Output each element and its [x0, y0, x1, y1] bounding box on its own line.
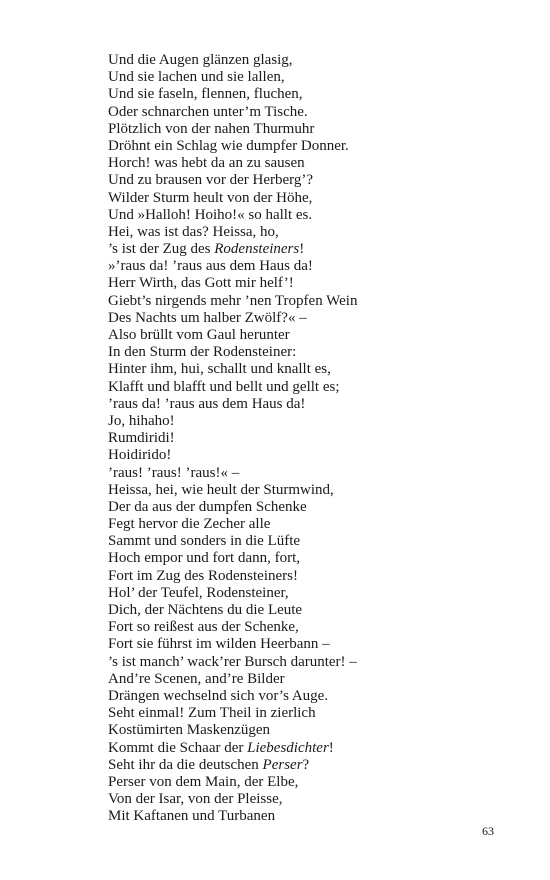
- poem-line: [108, 447, 528, 464]
- poem-line-emphasis: Perser: [262, 756, 303, 773]
- poem-line-text: »’raus da! ’raus aus dem Haus da!: [108, 258, 313, 275]
- poem-text: [108, 52, 528, 825]
- poem-line: [108, 121, 528, 138]
- poem-line: [108, 190, 528, 207]
- poem-line: [108, 104, 528, 121]
- poem-line-emphasis: Liebesdichter: [247, 739, 329, 756]
- poem-line: [108, 465, 528, 482]
- poem-line-text: Von der Isar, von der Pleisse,: [108, 791, 283, 808]
- poem-line-text: Heissa, hei, wie heult der Sturmwind,: [108, 481, 334, 498]
- poem-line-text: Herr Wirth, das Gott mir helf’!: [108, 275, 294, 292]
- poem-line: [108, 808, 528, 825]
- poem-line-text: Jo, hihaho!: [108, 412, 175, 429]
- poem-line-text: And’re Scenen, and’re Bilder: [108, 670, 285, 687]
- poem-line-text: Und sie lachen und sie lallen,: [108, 69, 285, 86]
- poem-line: [108, 52, 528, 69]
- poem-line-text: Mit Kaftanen und Turbanen: [108, 808, 276, 825]
- poem-line: [108, 155, 528, 172]
- poem-line-text: Rumdiridi!: [108, 430, 175, 447]
- poem-line: [108, 688, 528, 705]
- poem-line-text: ’s ist der Zug des: [108, 241, 215, 258]
- poem-line-text: Fegt hervor die Zecher alle: [108, 516, 271, 533]
- poem-line-text: Und sie faseln, flennen, fluchen,: [108, 86, 303, 103]
- poem-line: [108, 293, 528, 310]
- poem-line: [108, 413, 528, 430]
- poem-line-text: ’raus da! ’raus aus dem Haus da!: [108, 395, 306, 412]
- poem-line-text: Fort im Zug des Rodensteiners!: [108, 567, 298, 584]
- poem-line: [108, 310, 528, 327]
- poem-line: [108, 757, 528, 774]
- poem-line-text: Hoidirido!: [108, 447, 172, 464]
- poem-line: [108, 207, 528, 224]
- poem-line-text: Hol’ der Teufel, Rodensteiner,: [108, 584, 289, 601]
- poem-line: [108, 138, 528, 155]
- poem-line-text: In den Sturm der Rodensteiner:: [108, 344, 297, 361]
- poem-line: [108, 327, 528, 344]
- poem-line-text: Kommt die Schaar der: [108, 739, 248, 756]
- poem-line: [108, 654, 528, 671]
- poem-line: [108, 344, 528, 361]
- poem-line-text: Sammt und sonders in die Lüfte: [108, 533, 301, 550]
- poem-line: [108, 396, 528, 413]
- poem-line-punctuation: ?: [302, 756, 310, 773]
- poem-line-text: Dröhnt ein Schlag wie dumpfer Donner.: [108, 137, 349, 154]
- poem-line: [108, 636, 528, 653]
- poem-line-text: Oder schnarchen unter’m Tische.: [108, 103, 308, 120]
- poem-line-text: Und zu brausen vor der Herberg’?: [108, 172, 314, 189]
- poem-line: [108, 722, 528, 739]
- poem-line-text: Und »Halloh! Hoiho!« so hallt es.: [108, 206, 313, 223]
- poem-line: [108, 482, 528, 499]
- poem-line: [108, 172, 528, 189]
- poem-line: [108, 550, 528, 567]
- poem-line-text: Perser von dem Main, der Elbe,: [108, 773, 299, 790]
- poem-line-text: ’s ist manch’ wack’rer Bursch darunter! –: [108, 653, 357, 670]
- poem-line-text: Hei, was ist das? Heissa, ho,: [108, 223, 279, 240]
- poem-line: [108, 361, 528, 378]
- poem-line-text: Klafft und blafft und bellt und gellt es;: [108, 378, 340, 395]
- poem-line-text: Plötzlich von der nahen Thurmuhr: [108, 120, 315, 137]
- poem-line-text: Dich, der Nächtens du die Leute: [108, 602, 303, 618]
- poem-line: [108, 568, 528, 585]
- poem-line: [108, 791, 528, 808]
- poem-line: [108, 705, 528, 722]
- poem-line: [108, 379, 528, 396]
- poem-line-text: Wilder Sturm heult von der Höhe,: [108, 189, 313, 206]
- poem-line-text: ’raus! ’raus! ’raus!« –: [108, 464, 240, 481]
- poem-line-text: Fort sie führst im wilden Heerbann –: [108, 636, 330, 653]
- poem-line: [108, 241, 528, 258]
- poem-line-punctuation: !: [328, 739, 334, 756]
- poem-line-text: Giebt’s nirgends mehr ’nen Tropfen Wein: [108, 292, 358, 309]
- poem-line: [108, 224, 528, 241]
- poem-line-text: Also brüllt vom Gaul herunter: [108, 327, 290, 343]
- poem-line: [108, 740, 528, 757]
- poem-line-text: Der da aus der dumpfen Schenke: [108, 498, 307, 515]
- poem-line: [108, 602, 528, 619]
- poem-line: [108, 258, 528, 275]
- poem-line: [108, 275, 528, 292]
- poem-line: [108, 86, 528, 103]
- poem-line-emphasis: Rodensteiners: [214, 241, 300, 258]
- poem-line: [108, 516, 528, 533]
- poem-line: [108, 671, 528, 688]
- poem-line-text: Hoch empor und fort dann, fort,: [108, 550, 301, 567]
- poem-line-text: Seht einmal! Zum Theil in zierlich: [108, 705, 316, 722]
- page-number: 63: [482, 824, 494, 838]
- poem-line: [108, 69, 528, 86]
- poem-line-text: Seht ihr da die deutschen: [108, 756, 263, 773]
- poem-line-text: Kostümirten Maskenzügen: [108, 722, 271, 739]
- poem-line-text: Und die Augen glänzen glasig,: [108, 52, 293, 68]
- poem-line-text: Fort so reißest aus der Schenke,: [108, 619, 299, 636]
- poem-line-text: Horch! was hebt da an zu sausen: [108, 155, 305, 172]
- poem-line: [108, 533, 528, 550]
- poem-line-text: Drängen wechselnd sich vor’s Auge.: [108, 687, 329, 704]
- poem-line: [108, 499, 528, 516]
- poem-line: [108, 619, 528, 636]
- poem-line: [108, 430, 528, 447]
- poem-line: [108, 585, 528, 602]
- poem-line-text: Des Nachts um halber Zwölf?« –: [108, 309, 307, 326]
- poem-line: [108, 774, 528, 791]
- poem-line-text: Hinter ihm, hui, schallt und knallt es,: [108, 361, 331, 378]
- poem-line-punctuation: !: [299, 241, 305, 258]
